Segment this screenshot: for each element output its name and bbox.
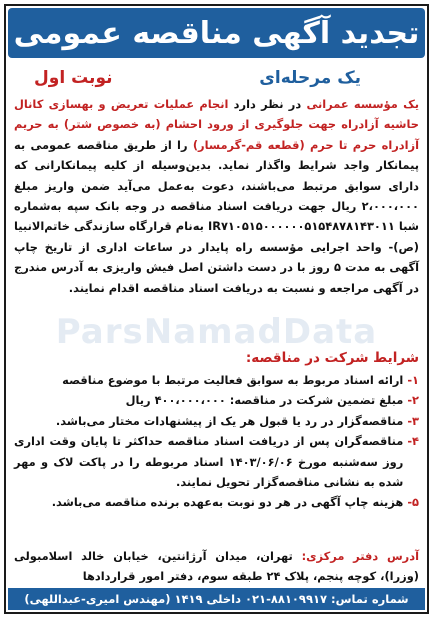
org-name: یک مؤسسه عمرانی [306,97,420,111]
address-label: آدرس دفتر مرکزی: [301,549,419,563]
item-number: ۲- [407,393,419,408]
list-item [14,390,419,410]
address-block [14,546,419,587]
item-text: مناقصه‌گزار در رد یا قبول هر یک از پیشنهادات مختار می‌باشد. [55,413,404,428]
item-number: ۳- [407,413,419,428]
watermark-text: ParsNamadData [55,312,378,352]
item-number: ۱- [407,373,419,387]
subtitle-row [12,66,421,90]
contact-footer [8,588,425,610]
page-title: تجدید آگهی مناقصه عمومی [13,15,420,51]
intro-paragraph [14,94,419,298]
item-text: مناقصه‌گران پس از دریافت اسناد مناقصه حداکثر تا پایان وقت اداری روز سه‌شنبه مورخ ۱۴۰۳/۰۶/۰۶ اسناد مربوطه را در پاکت لاک و مهر شده به نشانی مناقصه‌گزار تحویل نمایند. [14,434,404,490]
item-text: ارائه اسناد مربوط به سوابق فعالیت مرتبط با موضوع مناقصه [62,373,404,387]
conditions-list [14,370,419,513]
address-text: تهران، میدان آرژانتین، خیابان خالد اسلامبولی (وزرا)، کوچه پنجم، پلاک ۲۴ طبقه سوم، دفتر امور قراردادها [14,549,419,584]
list-item [14,370,419,390]
conditions-heading: شرایط شرکت در مناقصه: [245,350,419,366]
item-number: ۴- [407,434,419,449]
intro-part2: را از طریق مناقصه عمومی به پیمانکار واجد شرایط واگذار نماید. بدین‌وسیله از کلیه پیمانکارانی که دارای سوابق مرتبط می‌باشند، دعوت به‌عمل می‌آید ضمن واریز مبلغ ۲،۰۰۰،۰۰۰ ریال جهت دریافت اسناد مناقصه در وجه بانک سپه به‌شماره شبا IR۷۱۰۵۱۵۰۰۰۰۰۰۵۱۵۴۸۷۸۱۴۳۰۱۱ به‌نام قرارگاه سازندگی خاتم‌الانبیا (ص)- واحد اجرایی مؤسسه راه پایدار در ساعات اداری از تاریخ چاپ آگهی به مدت ۵ روز با در دست داشتن اصل فیش واریزی به آدرس مندرج در آگهی مراجعه و نسبت به دریافت اسناد مناقصه اقدام نمایند. [14,137,419,295]
title-banner [8,8,425,58]
list-item [14,492,419,512]
project-title: انجام عملیات تعریض و بهسازی کانال حاشیه آزادراه جهت جلوگیری از ورود احشام (به خصوص شتر) به حریم آزادراه حرم تا حرم (قطعه قم-گرمسار) [14,97,420,152]
stage-label: یک مرحله‌ای [259,68,361,88]
item-number: ۵- [407,495,419,510]
item-text: مبلغ تضمین شرکت در مناقصه: ۴۰۰،۰۰۰،۰۰۰ ریال [125,393,404,408]
list-item [14,411,419,431]
contact-text: شماره تماس: ۸۸۱۰۹۹۱۷-۰۲۱ داخلی ۱۴۱۹ (مهندس امیری-عبداللهی) [24,592,409,606]
list-item [14,431,419,492]
item-text: هزینه چاپ آگهی در هر دو نوبت به‌عهده برنده مناقصه می‌باشد. [51,495,404,510]
intro-part1: در نظر دارد [233,97,302,111]
round-label: نوبت اول [34,68,113,88]
ad-frame [4,4,429,614]
